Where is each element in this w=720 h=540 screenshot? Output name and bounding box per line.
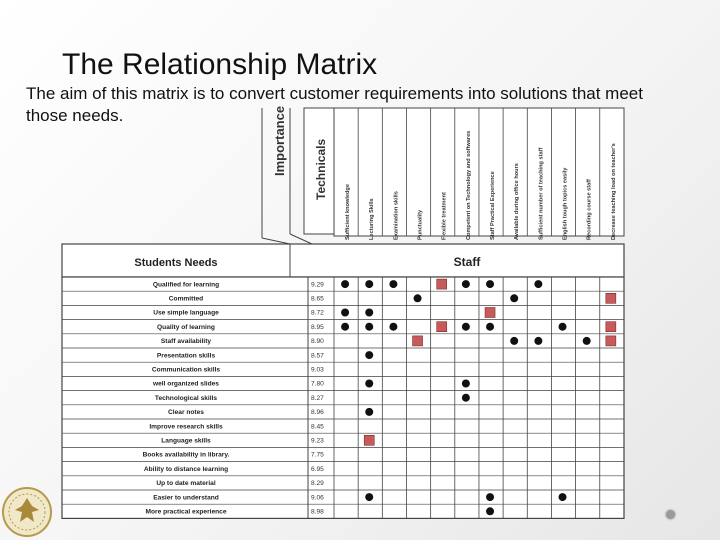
- column-header-label: Sufficient knowledge: [345, 184, 352, 240]
- row-need-label: More practical experience: [145, 508, 227, 516]
- strong-relation-dot: [462, 394, 470, 402]
- relation-square: [437, 322, 447, 332]
- strong-relation-dot: [365, 493, 373, 501]
- strong-relation-dot: [583, 337, 591, 345]
- row-need-label: Books availability in library.: [142, 451, 230, 459]
- roof-line: [262, 238, 290, 244]
- row-need-label: Communication skills: [151, 366, 221, 374]
- technicals-label: Technicals: [314, 138, 328, 200]
- row-importance-value: 9.23: [311, 437, 324, 445]
- strong-relation-dot: [510, 337, 518, 345]
- row-need-label: Language skills: [161, 437, 211, 445]
- row-importance-value: 8.57: [311, 352, 324, 360]
- slide-nav-dot-icon[interactable]: [666, 510, 675, 519]
- strong-relation-dot: [341, 323, 349, 331]
- row-importance-value: 9.03: [311, 366, 324, 374]
- strong-relation-dot: [365, 309, 373, 317]
- university-seal-icon: [0, 484, 56, 540]
- strong-relation-dot: [462, 323, 470, 331]
- row-importance-value: 8.45: [311, 423, 324, 431]
- row-need-label: Clear notes: [168, 409, 204, 417]
- strong-relation-dot: [389, 280, 397, 288]
- relation-square: [364, 435, 374, 445]
- column-header-label: Sufficient number of teaching staff: [538, 147, 545, 240]
- column-header-label: Staff Practical Experience: [490, 171, 497, 240]
- column-header-label: Competent on Technology and softwares: [465, 130, 472, 240]
- strong-relation-dot: [510, 294, 518, 302]
- row-need-label: Quality of learning: [157, 323, 215, 331]
- column-header-label: Punctuality: [417, 209, 424, 240]
- row-importance-value: 7.80: [311, 380, 324, 388]
- strong-relation-dot: [559, 493, 567, 501]
- row-need-label: Easier to understand: [153, 494, 219, 502]
- relation-square: [485, 308, 495, 318]
- row-need-label: Technological skills: [154, 394, 218, 402]
- row-need-label: Qualified for learning: [152, 281, 220, 289]
- strong-relation-dot: [365, 280, 373, 288]
- row-importance-value: 8.65: [311, 295, 324, 303]
- column-header-label: Flexible treatment: [441, 192, 448, 240]
- strong-relation-dot: [414, 294, 422, 302]
- strong-relation-dot: [486, 507, 494, 515]
- strong-relation-dot: [462, 280, 470, 288]
- strong-relation-dot: [365, 380, 373, 388]
- strong-relation-dot: [365, 351, 373, 359]
- row-need-label: Staff availability: [160, 338, 212, 346]
- relation-square: [606, 293, 616, 303]
- strong-relation-dot: [486, 280, 494, 288]
- strong-relation-dot: [462, 380, 470, 388]
- row-importance-value: 8.90: [311, 338, 324, 346]
- row-need-label: Presentation skills: [156, 352, 216, 360]
- staff-header: Staff: [453, 255, 481, 269]
- row-need-label: Ability to distance learning: [143, 465, 229, 473]
- slide-subtitle: The aim of this matrix is to convert customer requirements into solutions that meet those needs.: [26, 84, 643, 125]
- row-need-label: well organized slides: [153, 380, 219, 388]
- row-importance-value: 9.06: [311, 494, 324, 502]
- row-importance-value: 8.29: [311, 480, 324, 488]
- strong-relation-dot: [341, 280, 349, 288]
- strong-relation-dot: [365, 408, 373, 416]
- row-need-label: Up to date material: [156, 480, 216, 488]
- importance-label: Importance: [272, 105, 287, 176]
- row-importance-value: 8.72: [311, 309, 324, 317]
- column-header-label: Recording course staff: [586, 179, 593, 240]
- slide-title: The Relationship Matrix: [62, 48, 378, 81]
- strong-relation-dot: [534, 280, 542, 288]
- row-need-label: Use simple language: [153, 309, 219, 317]
- column-header-label: Lecturing Skills: [369, 198, 376, 240]
- row-importance-value: 6.95: [311, 465, 324, 473]
- row-importance-value: 8.96: [311, 409, 324, 417]
- row-importance-value: 8.27: [311, 394, 324, 402]
- strong-relation-dot: [486, 493, 494, 501]
- strong-relation-dot: [534, 337, 542, 345]
- strong-relation-dot: [341, 309, 349, 317]
- relation-square: [606, 336, 616, 346]
- relation-square: [606, 322, 616, 332]
- row-importance-value: 7.75: [311, 451, 324, 459]
- column-header-label: Examination skills: [393, 191, 400, 240]
- students-needs-header: Students Needs: [134, 257, 218, 269]
- column-header-label: Available during office hours: [514, 163, 521, 240]
- strong-relation-dot: [486, 323, 494, 331]
- row-need-label: Improve research skills: [149, 423, 223, 431]
- row-importance-value: 8.98: [311, 508, 324, 516]
- row-importance-value: 8.95: [311, 323, 324, 331]
- column-header-label: English tough topics easily: [562, 167, 569, 240]
- column-header-label: Decrease teaching load on teacher's: [610, 143, 617, 240]
- relation-square: [413, 336, 423, 346]
- row-need-label: Committed: [168, 295, 204, 303]
- roof-line: [290, 234, 312, 244]
- strong-relation-dot: [389, 323, 397, 331]
- row-importance-value: 9.29: [311, 281, 324, 289]
- relation-square: [437, 279, 447, 289]
- strong-relation-dot: [365, 323, 373, 331]
- strong-relation-dot: [559, 323, 567, 331]
